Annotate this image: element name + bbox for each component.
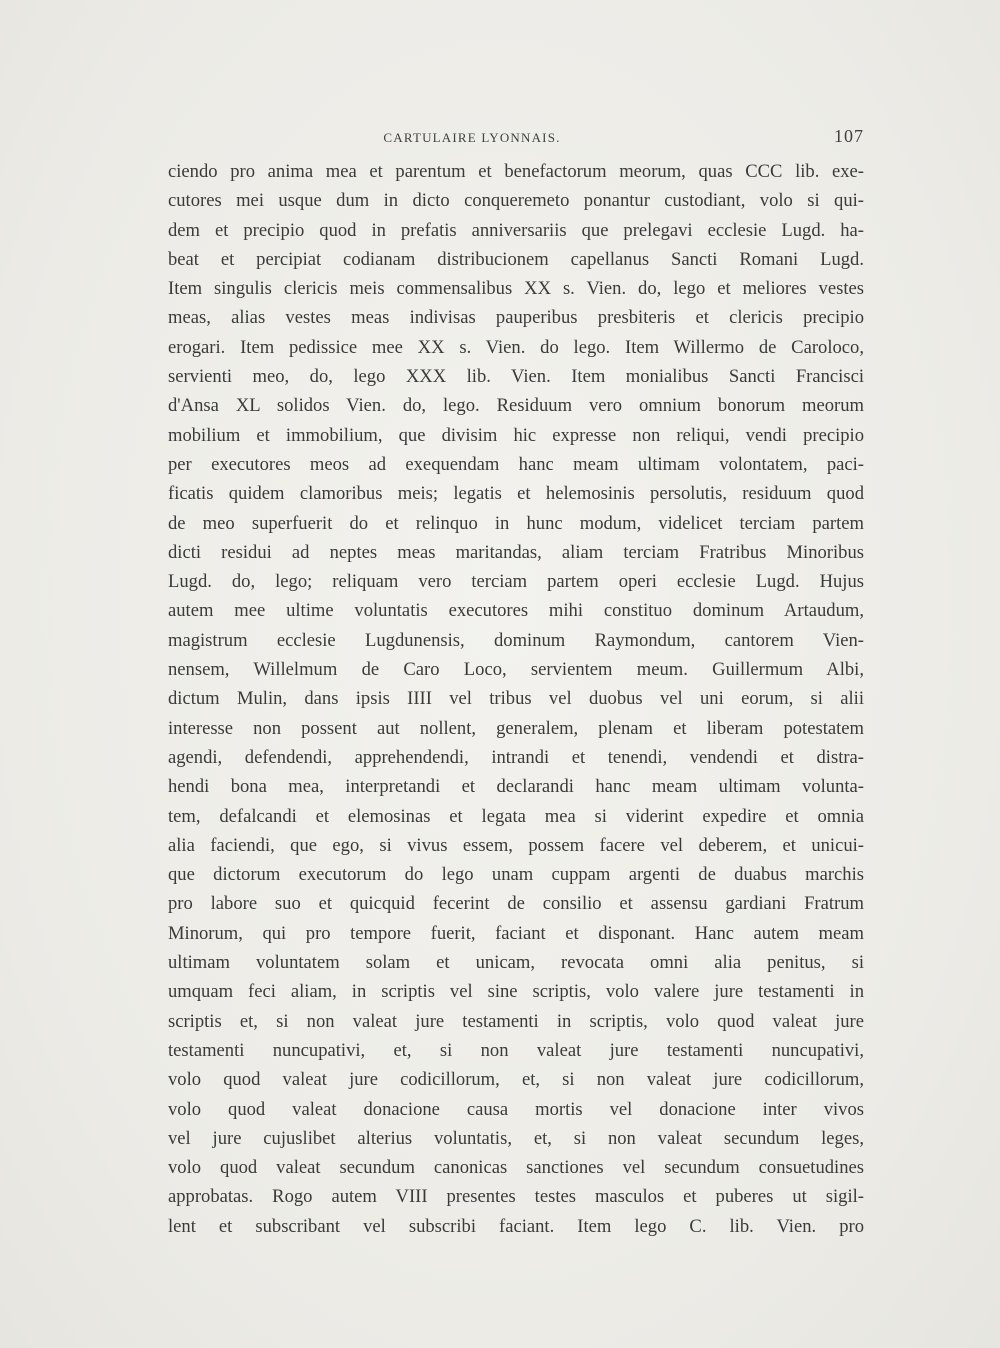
text-line: scriptis et, si non valeat jure testamenti in scriptis, volo quod valeat jure [168,1010,864,1032]
text-line: que dictorum executorum do lego unam cuppam argenti de duabus marchis [168,864,864,886]
text-line: erogari. Item pedissice mee XX s. Vien. do lego. Item Willermo de Caroloco, [168,336,864,358]
text-line: volo quod valeat secundum canonicas sanctiones vel secundum consuetudines [168,1157,864,1179]
text-line: autem mee ultime voluntatis executores mihi constituo dominum Artaudum, [168,600,864,622]
text-line: pro labore suo et quicquid fecerint de consilio et assensu gardiani Fratrum [168,893,864,915]
text-line: mobilium et immobilium, que divisim hic expresse non reliqui, vendi precipio [168,424,864,446]
text-line: dem et precipio quod in prefatis anniversariis que prelegavi ecclesie Lugd. ha- [168,219,864,241]
text-line: Item singulis clericis meis commensalibus XX s. Vien. do, lego et meliores vestes [168,278,864,300]
text-line: ficatis quidem clamoribus meis; legatis et helemosinis persolutis, residuum quod [168,483,864,505]
text-line: magistrum ecclesie Lugdunensis, dominum Raymondum, cantorem Vien- [168,629,864,651]
text-line: ciendo pro anima mea et parentum et benefactorum meorum, quas CCC lib. exe- [168,161,864,182]
text-line: volo quod valeat donacione causa mortis vel donacione inter vivos [168,1098,864,1120]
text-line: dicti residui ad neptes meas maritandas, aliam terciam Fratribus Minoribus [168,541,864,563]
text-line: servienti meo, do, lego XXX lib. Vien. Item monialibus Sancti Francisci [168,366,864,388]
text-line: dictum Mulin, dans ipsis IIII vel tribus vel duobus vel uni eorum, si alii [168,688,864,710]
running-head [172,126,864,150]
text-line: nensem, Willelmum de Caro Loco, servientem meum. Guillermum Albi, [168,659,864,681]
text-line: tem, defalcandi et elemosinas et legata mea si viderint expedire et omnia [168,805,864,827]
text-line: interesse non possent aut nollent, generalem, plenam et liberam potestatem [168,717,864,739]
text-line: de meo superfuerit do et relinquo in hunc modum, videlicet terciam partem [168,512,864,534]
text-line: beat et percipiat codianam distribucionem capellanus Sancti Romani Lugd. [168,248,864,270]
text-line: vel jure cujuslibet alterius voluntatis, et, si non valeat secundum leges, [168,1127,864,1149]
text-line: Lugd. do, lego; reliquam vero terciam partem operi ecclesie Lugd. Hujus [168,571,864,593]
text-line: meas, alias vestes meas indivisas pauperibus presbiteris et clericis precipio [168,307,864,329]
text-line: per executores meos ad exequendam hanc meam ultimam volontatem, paci- [168,453,864,475]
text-line: testamenti nuncupativi, et, si non valeat jure testamenti nuncupativi, [168,1039,864,1061]
text-line: alia faciendi, que ego, si vivus essem, possem facere vel deberem, et unicui- [168,834,864,856]
text-line: agendi, defendendi, apprehendendi, intrandi et tenendi, vendendi et distra- [168,746,864,768]
text-line: umquam feci aliam, in scriptis vel sine scriptis, volo valere jure testamenti in [168,981,864,1003]
text-line: ultimam voluntatem solam et unicam, revocata omni alia penitus, si [168,952,864,974]
text-line: cutores mei usque dum in dicto conqueremeto ponantur custodiant, volo si qui- [168,190,864,212]
text-line: Minorum, qui pro tempore fuerit, faciant et disponant. Hanc autem meam [168,922,864,944]
running-head-title: CARTULAIRE LYONNAIS. [383,130,561,145]
text-line: d'Ansa XL solidos Vien. do, lego. Residuum vero omnium bonorum meorum [168,395,864,417]
text-line: approbatas. Rogo autem VIII presentes testes masculos et puberes ut sigil- [168,1186,864,1208]
body-text [168,157,864,1241]
text-line: lent et subscribant vel subscribi faciant. Item lego C. lib. Vien. pro [168,1215,864,1237]
text-line: volo quod valeat jure codicillorum, et, si non valeat jure codicillorum, [168,1069,864,1091]
text-line: hendi bona mea, interpretandi et declarandi hanc meam ultimam volunta- [168,776,864,798]
page-number: 107 [834,126,864,146]
